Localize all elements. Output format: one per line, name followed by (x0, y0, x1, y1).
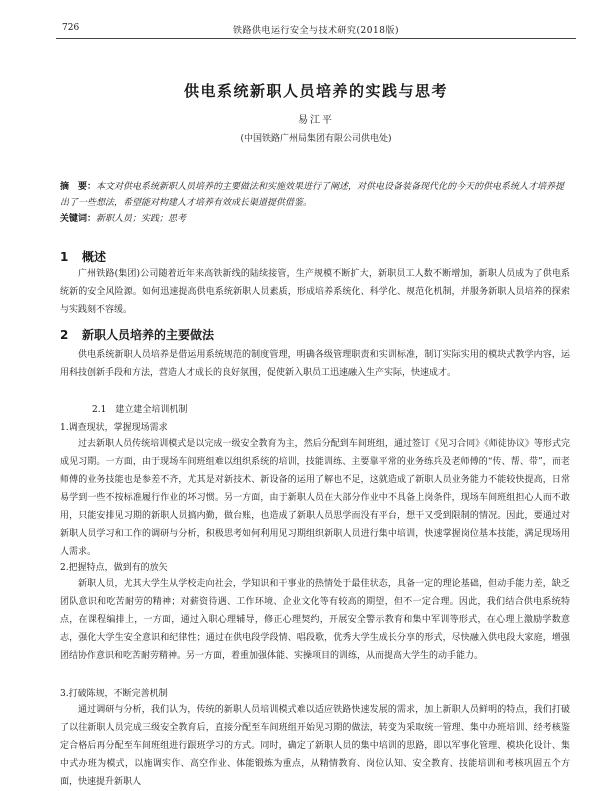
abstract-text: 本文对供电系统新职人员培养的主要做法和实施效果进行了阐述，对供电设备装备现代化的今天的供电系统人才培养提出了一些想法，希望能对构建人才培养有效成长渠道提供借鉴。 (60, 182, 565, 208)
author: 易江平 (298, 115, 334, 126)
item-paragraph: 新职人员，尤其大学生从学校走向社会，学知识和干事业的热情处于最佳状态，具备一定的理论基础，但动手能力差，缺乏团队意识和吃苦耐劳的精神；对薪资待遇、工作环境、企业文化等有较高的期望，但不一定合理。因此，我们结合供电系统特点，在课程编排上，一方面，通过入职心理辅导，修正心理契约，开展安全警示教育和集中军训等形式，在心理上激励学数意志，强化大学生安全意识和纪律性；通过在供电段学段情、唱段歌，优秀大学生成长分享的形式，尽快融入供电段大家庭，增强团结协作意识和吃苦耐劳精神。另一方面，着重加强体能、实操项目的训练，从而提高大学生的动手能力。 (60, 579, 570, 661)
abstract-block (60, 179, 570, 227)
section-heading (60, 248, 106, 265)
section-number: 1 (60, 250, 69, 264)
running-header (56, 20, 576, 39)
abstract-label: 摘 要： (60, 182, 97, 192)
affiliation: (中国铁路广州局集团有限公司供电处) (240, 134, 392, 144)
item-heading: 3.打破陈规，不断完善机制 (60, 689, 168, 699)
keywords-text: 新职人员；实践；思考 (96, 214, 187, 224)
section-title: 概述 (82, 250, 107, 264)
section-number: 2 (60, 328, 69, 342)
keywords-line (60, 211, 570, 227)
journal-title: 铁路供电运行安全与技术研究(2018版) (233, 26, 399, 36)
article-title: 供电系统新职人员培养的实践与思考 (183, 82, 448, 100)
section-heading (60, 326, 214, 343)
item-heading: 2.把握特点，做到有的放矢 (60, 563, 168, 573)
section-paragraph: 供电系统新职人员培养是借运用系统规范的制度管理，明确各级管理职责和实训标准，制订实际实用的模块式教学内容，运用科技创新手段和方法，营造人才成长的良好氛围，促使新入职员工迅速融入生产实际，快速成才。 (60, 350, 570, 378)
item-paragraph: 通过调研与分析，我们认为，传统的新职人员培训模式难以适应铁路快速发展的需求，加上新职人员鲜明的特点，我们打破了以往新职人员完成三级安全教育后，直接分配至车间班组开始见习期的做法，转变为采取统一管理、集中办班培训、经考核鉴定合格后再分配至车间班组进行跟班学习的方式。同时，确定了新职人员的集中培训的思路，即以军事化管理、模块化设计、集中式办班为模式，以施调实作、高空作业、体能锻炼为重点，从精情教育、岗位认知、安全教育、技能培训和考核巩固五个方面，快速提升新职人 (60, 705, 570, 787)
section-title: 新职人员培养的主要做法 (82, 328, 215, 342)
subsection-heading: 2.1 建立建全培训机制 (92, 405, 188, 415)
section-paragraph: 广州铁路(集团)公司随着近年来高铁新线的陆续接管，生产规模不断扩大，新职员工人数不断增加，新职人员成为了供电系统新的安全风险源。如何迅速提高供电系统新职人员素质，形成培养系统化、科学化、规范化机制，并服务新职人员培养的探索与实践刻不容缓。 (60, 269, 570, 315)
item-paragraph: 过去新职人员传统培训模式是以完成一级安全教育为主，然后分配到车间班组，通过签订《见习合同》《师徒协议》等形式完成见习期。一方面，由于现场车间班组难以组织系统的培训，技能训练、主要靠平常的业务练兵及老师傅的“传、帮、带”，而老师傅的业务技能也是参差不齐，尤其是对新技术、新设备的运用了解也不足，这就造成了新职人员业务能力不能较快提高，日常易学到一些不按标准履行作业的坏习惯。另一方面，由于新职人员在大部分作业中不具备上岗条件，现场车间班组担心人而不敢用，只能安排见习期的新职人员搞内勤，做台账，也造成了新职人员思学而没有平台，想干又受到限制的情况。因此，要通过对新职人员学习和工作的调研与分析，积极思考如何利用见习期组织新职人员进行集中培训，快速掌握岗位基本技能，满足现场用人需求。 (60, 439, 570, 557)
page-number: 726 (62, 23, 80, 33)
item-heading: 1.调查现状，掌握现场需求 (60, 423, 168, 433)
keywords-label: 关键词： (60, 214, 97, 224)
